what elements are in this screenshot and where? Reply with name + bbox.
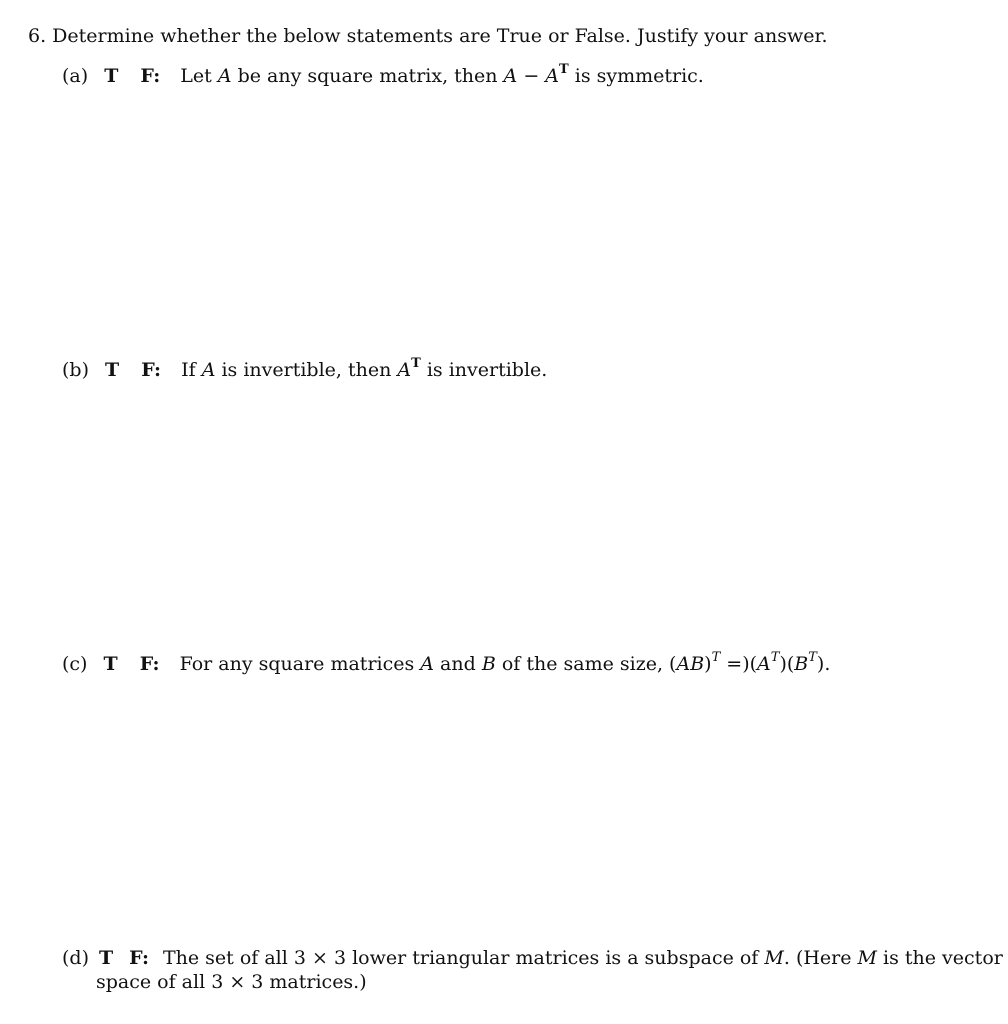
part-d-statement-line1 [163,946,1003,970]
part-a-transpose: T [559,61,569,77]
part-b-label: (b) [62,359,89,381]
part-c-statement [179,649,831,675]
part-c-text-post: ). [816,653,831,675]
part-c-text-mid2: )( [779,653,795,675]
part-d-text-1a: The set of all 3 × 3 lower triangular matrices is a subspace of [162,947,765,969]
part-c-row [62,649,831,676]
part-d-text-1c: is the vector [877,947,1003,969]
part-b-math-A2: A [397,359,412,381]
part-a-true-option[interactable]: T [104,65,119,87]
part-c-text-pre: For any square matrices [179,653,421,675]
part-d-statement-line2: space of all 3 × 3 matrices.) [96,971,367,993]
part-c-equals: =)( [720,653,758,675]
part-b-math-A: A [201,359,216,381]
part-a-math-A3: A [545,65,560,87]
part-a-label: (a) [62,65,89,87]
part-c-text-and: and [434,653,482,675]
part-a [62,61,704,88]
part-d [62,946,1003,994]
part-c-math-B2: B [794,653,809,675]
part-b [62,355,548,382]
part-c-math-A2: A [757,653,771,675]
part-c-math-A: A [420,653,435,675]
question-header: 6. Determine whether the below statements are True or False. Justify your answer. [28,25,828,47]
part-c-text-mid: of the same size, ( [495,653,677,675]
part-a-false-option[interactable]: F: [140,65,161,87]
part-b-text-mid: is invertible, then [215,359,398,381]
part-b-transpose: T [411,355,421,371]
part-a-row [62,61,704,88]
part-b-statement [181,355,548,381]
part-c [62,649,831,676]
part-c-label: (c) [62,653,88,675]
part-c-close-paren: ) [704,653,712,675]
part-c-transpose-2: T [770,649,780,665]
part-c-math-AB: AB [676,653,705,675]
part-a-math-A: A [217,65,232,87]
part-d-false-option[interactable]: F: [129,947,149,969]
part-a-statement [180,61,704,87]
part-b-text-pre: If [181,359,202,381]
part-b-true-option[interactable]: T [105,359,120,381]
part-c-transpose-1: T [711,649,721,665]
part-d-text-1b: . (Here [783,947,858,969]
part-d-math-M2: M [857,947,877,969]
part-a-minus: − [517,65,546,87]
part-d-true-option[interactable]: T [99,947,114,969]
part-c-false-option[interactable]: F: [139,653,160,675]
part-c-math-B: B [481,653,496,675]
part-d-row [62,946,1003,970]
part-c-true-option[interactable]: T [103,653,118,675]
part-b-row [62,355,548,382]
part-d-math-M: M [764,947,784,969]
part-b-false-option[interactable]: F: [141,359,162,381]
part-a-math-A2: A [503,65,518,87]
part-a-text-mid: be any square matrix, then [231,65,504,87]
part-a-text-pre: Let [180,65,218,87]
part-d-label: (d) [62,947,89,969]
part-b-text-post: is invertible. [420,359,548,381]
part-c-transpose-3: T [808,649,817,665]
part-a-text-post: is symmetric. [568,65,704,87]
